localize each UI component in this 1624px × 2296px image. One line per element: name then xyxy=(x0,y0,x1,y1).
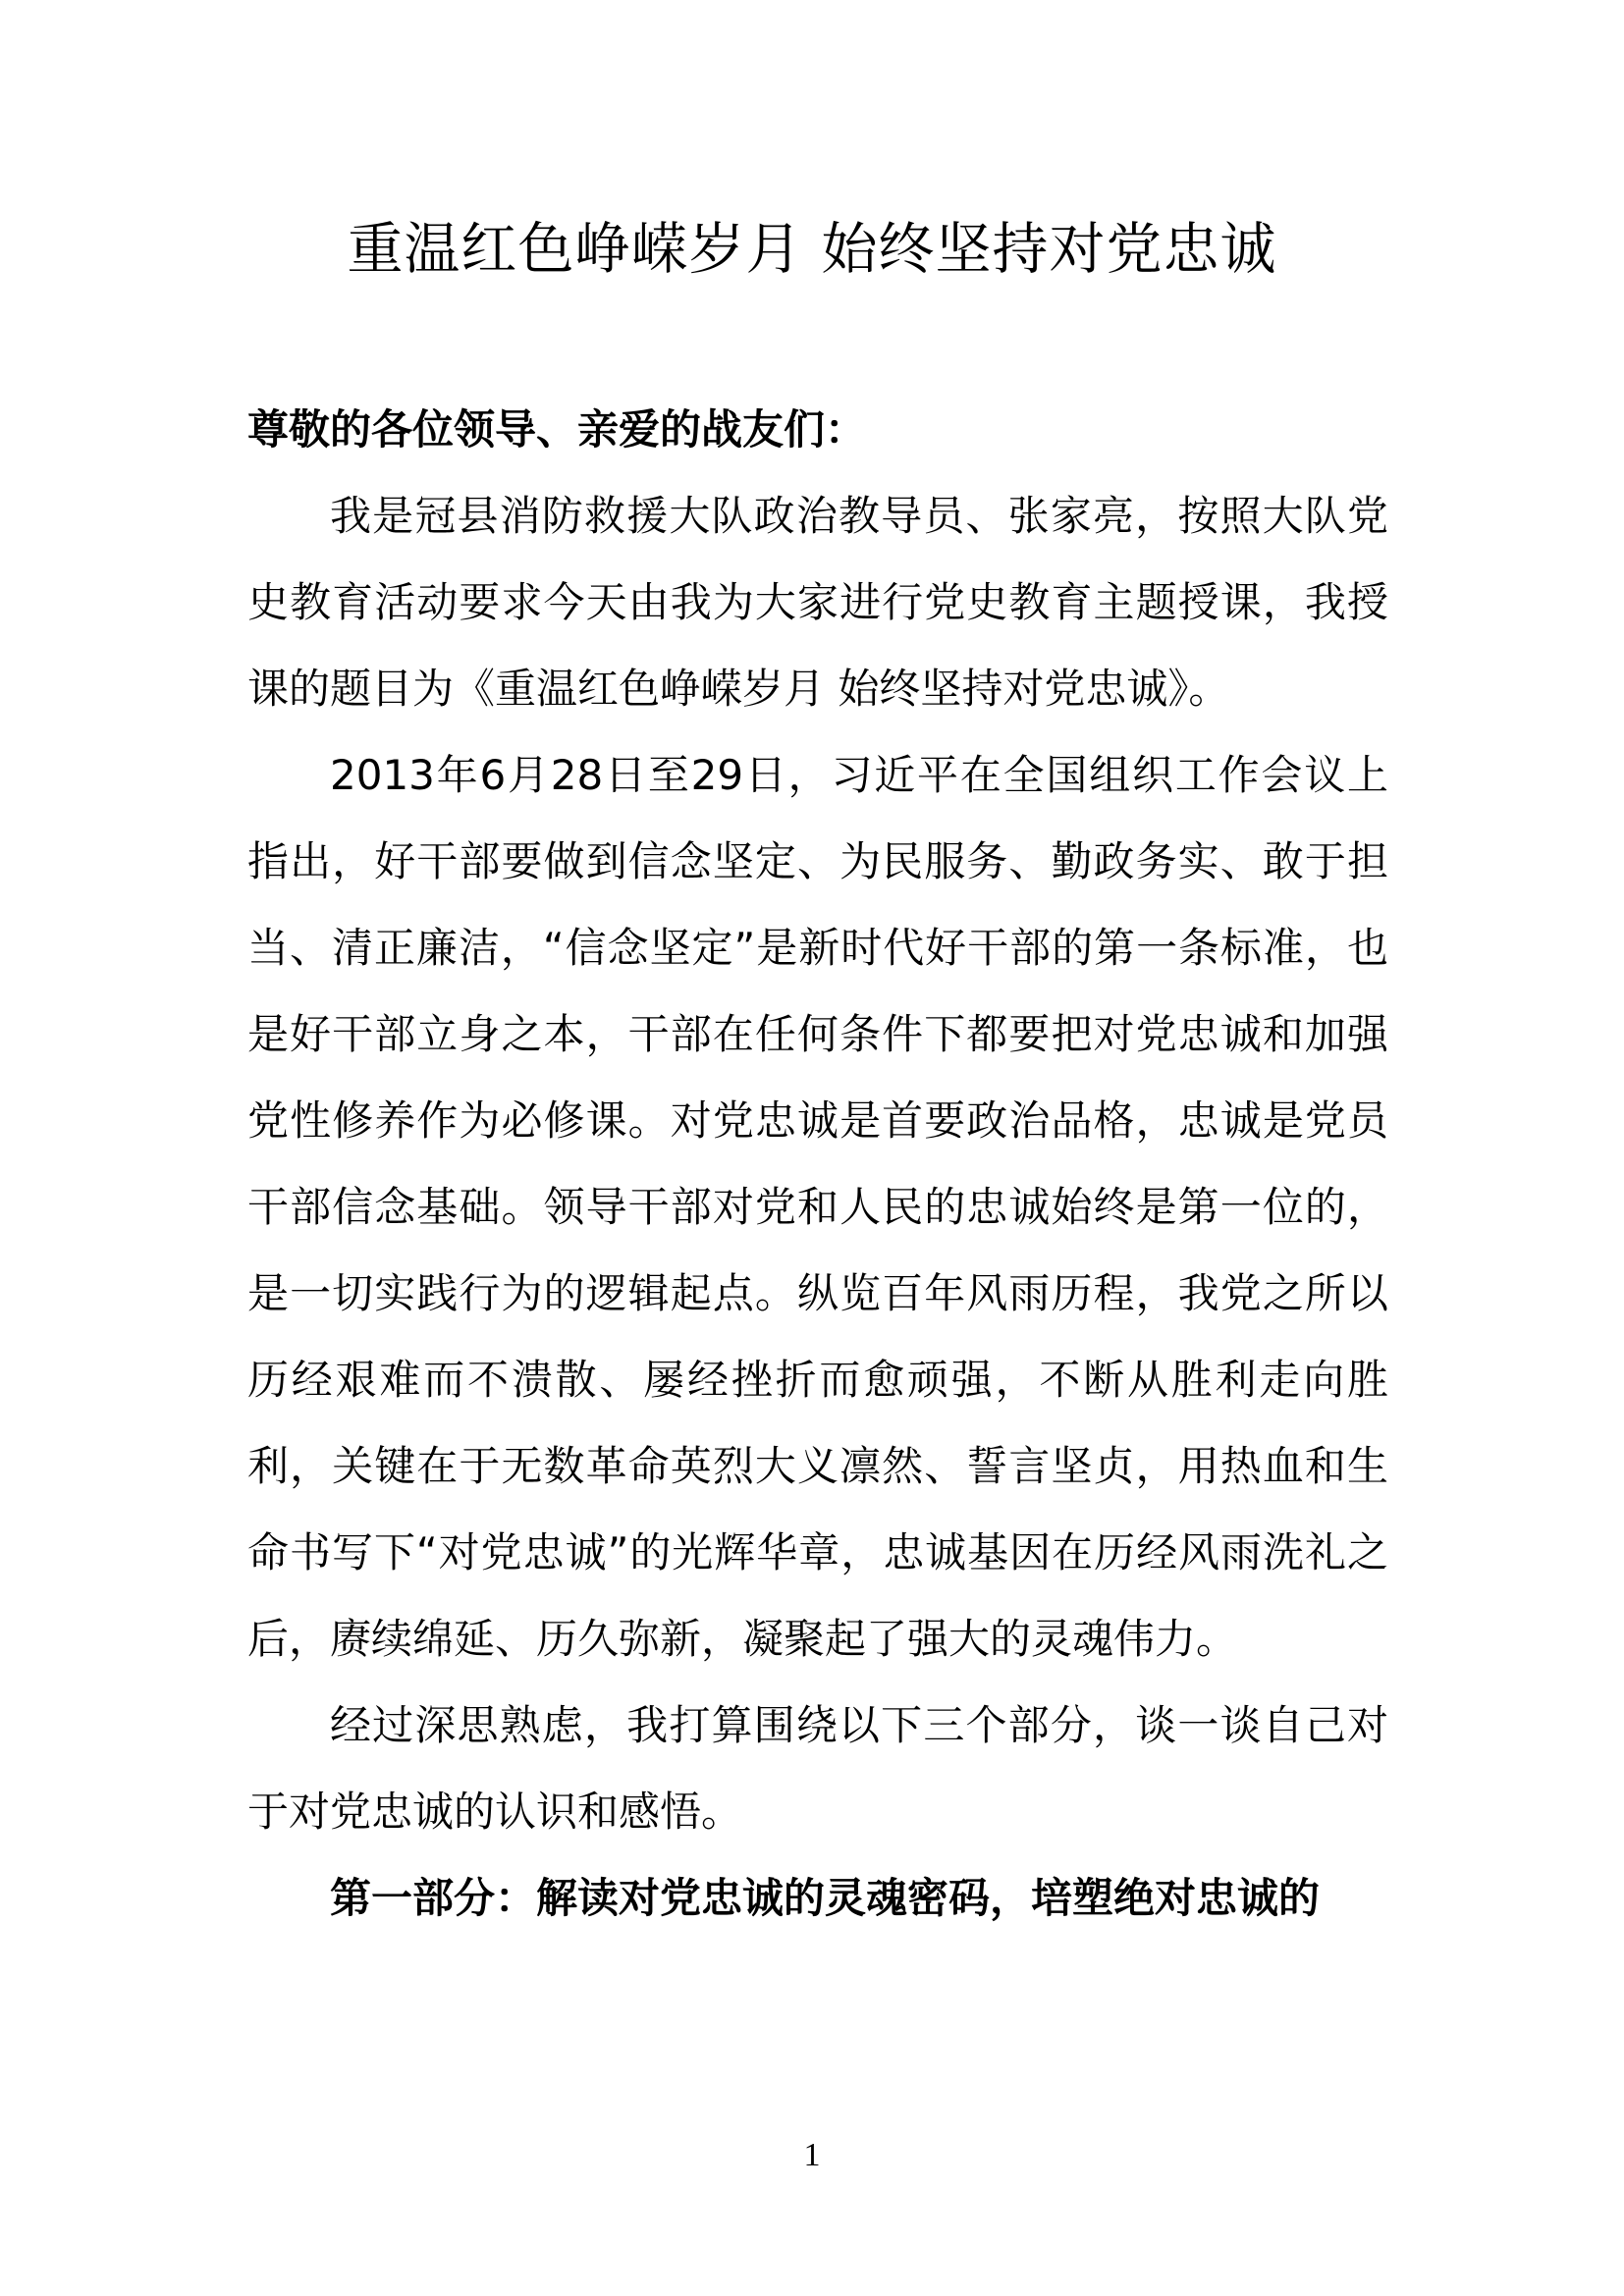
document-title: 重温红色峥嵘岁月 始终坚持对党忠诚 xyxy=(347,217,1277,282)
document-body xyxy=(247,387,1388,1942)
paragraph-outline: 经过深思熟虑，我打算围绕以下三个部分，谈一谈自己对于对党忠诚的认识和感悟。 xyxy=(247,1701,1388,1836)
salutation: 尊敬的各位领导、亲爱的战友们： xyxy=(247,405,867,454)
page-number: 1 xyxy=(803,2137,821,2173)
paragraph-main: 2013年6月28日至29日，习近平在全国组织工作会议上指出，好干部要做到信念坚定、为民服务、勤政务实、敢于担当、清正廉洁，“信念坚定”是新时代好干部的第一条标准，也是好干部立身之本，干部在任何条件下都要把对党忠诚和加强党性修养作为必修课。对党忠诚是首要政治品格，忠诚是党员干部信念基础。领导干部对党和人民的忠诚始终是第一位的，是一切实践行为的逻辑起点。纵览百年风雨历程，我党之所以历经艰难而不溃散、屡经挫折而愈顽强，不断从胜利走向胜利，关键在于无数革命英烈大义凛然、誓言坚贞，用热血和生命书写下“对党忠诚”的光辉华章，忠诚基因在历经风雨洗礼之后，赓续绵延、历久弥新，凝聚起了强大的灵魂伟力。 xyxy=(247,751,1388,1663)
section-heading: 第一部分：解读对党忠诚的灵魂密码，培塑绝对忠诚的 xyxy=(330,1874,1321,1922)
paragraph-intro: 我是冠县消防救援大队政治教导员、张家亮，按照大队党史教育活动要求今天由我为大家进行党史教育主题授课，我授课的题目为《重温红色峥嵘岁月 始终坚持对党忠诚》。 xyxy=(247,492,1388,713)
